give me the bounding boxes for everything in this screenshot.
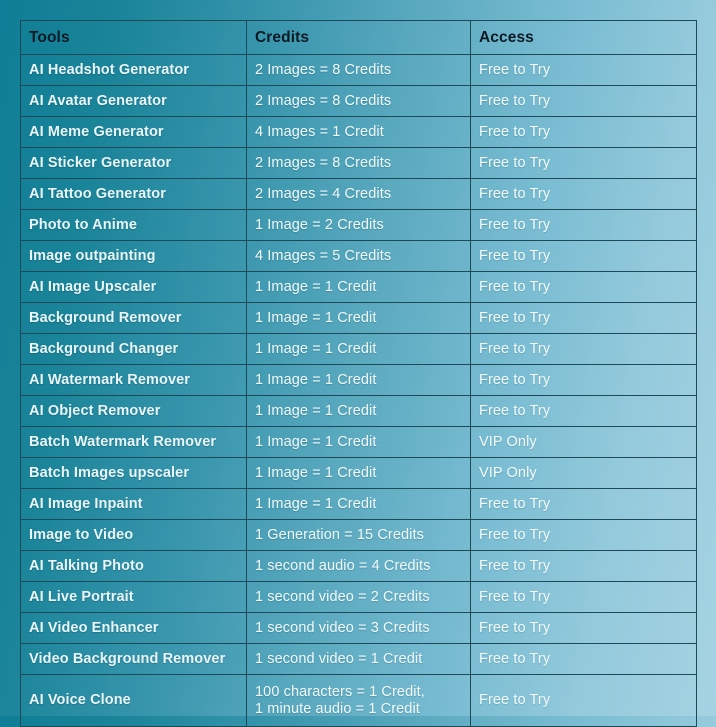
cell-access-value: Free to Try <box>471 582 697 613</box>
table-row[interactable] <box>21 520 697 551</box>
cell-credits-value: 1 Image = 1 Credit <box>247 427 471 458</box>
cell-tool-name: AI Image Inpaint <box>21 489 247 520</box>
cell-access-value: Free to Try <box>471 489 697 520</box>
cell-credits-value: 1 Image = 1 Credit <box>247 458 471 489</box>
table-body <box>21 55 697 727</box>
cell-access-value: Free to Try <box>471 55 697 86</box>
cell-access-value: Free to Try <box>471 86 697 117</box>
cell-tool-name: Image outpainting <box>21 241 247 272</box>
table-row[interactable] <box>21 241 697 272</box>
cell-credits-value: 1 Image = 1 Credit <box>247 334 471 365</box>
cell-tool-name: AI Avatar Generator <box>21 86 247 117</box>
cell-credits-value: 1 Image = 1 Credit <box>247 303 471 334</box>
column-header-tools: Tools <box>21 21 247 55</box>
cell-access-value: Free to Try <box>471 179 697 210</box>
cell-tool-name: Video Background Remover <box>21 644 247 675</box>
credits-line-1: 100 characters = 1 Credit, <box>255 683 425 700</box>
cell-access-value: Free to Try <box>471 303 697 334</box>
table-row[interactable] <box>21 334 697 365</box>
table-row[interactable] <box>21 489 697 520</box>
cell-tool-name: AI Live Portrait <box>21 582 247 613</box>
cell-access-value: Free to Try <box>471 210 697 241</box>
cell-credits-value: 1 Image = 1 Credit <box>247 272 471 303</box>
credits-line-2: 1 minute audio = 1 Credit <box>255 700 420 717</box>
cell-tool-name: AI Watermark Remover <box>21 365 247 396</box>
cell-credits-value: 1 Image = 1 Credit <box>247 489 471 520</box>
table-row[interactable] <box>21 675 697 727</box>
cell-access-value: Free to Try <box>471 117 697 148</box>
cell-tool-name: Background Remover <box>21 303 247 334</box>
cell-access-value: Free to Try <box>471 613 697 644</box>
table-row[interactable] <box>21 396 697 427</box>
table-row[interactable] <box>21 148 697 179</box>
table-header <box>21 21 697 55</box>
cell-tool-name: AI Image Upscaler <box>21 272 247 303</box>
cell-credits-value: 1 second video = 3 Credits <box>247 613 471 644</box>
cell-tool-name: AI Object Remover <box>21 396 247 427</box>
table-row[interactable] <box>21 179 697 210</box>
table-row[interactable] <box>21 210 697 241</box>
cell-credits-value: 4 Images = 5 Credits <box>247 241 471 272</box>
credits-table-container <box>20 20 696 727</box>
cell-access-value: Free to Try <box>471 148 697 179</box>
cell-access-value: Free to Try <box>471 241 697 272</box>
cell-credits-value: 1 Image = 1 Credit <box>247 396 471 427</box>
cell-tool-name: Batch Watermark Remover <box>21 427 247 458</box>
table-row[interactable] <box>21 272 697 303</box>
cell-credits-value: 4 Images = 1 Credit <box>247 117 471 148</box>
cell-tool-name: AI Tattoo Generator <box>21 179 247 210</box>
cell-tool-name: Background Changer <box>21 334 247 365</box>
table-row[interactable] <box>21 458 697 489</box>
cell-access-value: VIP Only <box>471 427 697 458</box>
table-row[interactable] <box>21 551 697 582</box>
table-row[interactable] <box>21 117 697 148</box>
cell-credits-value: 1 Image = 1 Credit <box>247 365 471 396</box>
cell-tool-name: Image to Video <box>21 520 247 551</box>
table-row[interactable] <box>21 644 697 675</box>
cell-tool-name: AI Video Enhancer <box>21 613 247 644</box>
cell-credits-value: 1 second audio = 4 Credits <box>247 551 471 582</box>
cell-access-value: Free to Try <box>471 365 697 396</box>
cell-access-value: Free to Try <box>471 644 697 675</box>
table-row[interactable] <box>21 86 697 117</box>
column-header-credits: Credits <box>247 21 471 55</box>
table-row[interactable] <box>21 582 697 613</box>
cell-tool-name: Batch Images upscaler <box>21 458 247 489</box>
cell-credits-value: 1 second video = 1 Credit <box>247 644 471 675</box>
cell-access-value: Free to Try <box>471 551 697 582</box>
cell-tool-name: AI Sticker Generator <box>21 148 247 179</box>
cell-credits-value: 2 Images = 8 Credits <box>247 55 471 86</box>
cell-credits-value: 2 Images = 8 Credits <box>247 86 471 117</box>
table-row[interactable] <box>21 365 697 396</box>
cell-access-value: Free to Try <box>471 396 697 427</box>
cell-credits-value: 2 Images = 4 Credits <box>247 179 471 210</box>
cell-access-value: Free to Try <box>471 272 697 303</box>
column-header-access: Access <box>471 21 697 55</box>
table-header-row <box>21 21 697 55</box>
cell-access-value: Free to Try <box>471 520 697 551</box>
cell-access-value: VIP Only <box>471 458 697 489</box>
table-row[interactable] <box>21 613 697 644</box>
cell-credits-value: 1 second video = 2 Credits <box>247 582 471 613</box>
cell-tool-name: AI Headshot Generator <box>21 55 247 86</box>
cell-credits-value <box>247 675 471 727</box>
table-row[interactable] <box>21 427 697 458</box>
cell-credits-value: 2 Images = 8 Credits <box>247 148 471 179</box>
cell-access-value: Free to Try <box>471 675 697 727</box>
cell-tool-name: Photo to Anime <box>21 210 247 241</box>
cell-access-value: Free to Try <box>471 334 697 365</box>
cell-credits-value: 1 Generation = 15 Credits <box>247 520 471 551</box>
cell-tool-name: AI Meme Generator <box>21 117 247 148</box>
cell-tool-name: AI Voice Clone <box>21 675 247 727</box>
tools-credits-table <box>20 20 697 727</box>
table-row[interactable] <box>21 303 697 334</box>
cell-credits-value: 1 Image = 2 Credits <box>247 210 471 241</box>
cell-tool-name: AI Talking Photo <box>21 551 247 582</box>
table-row[interactable] <box>21 55 697 86</box>
